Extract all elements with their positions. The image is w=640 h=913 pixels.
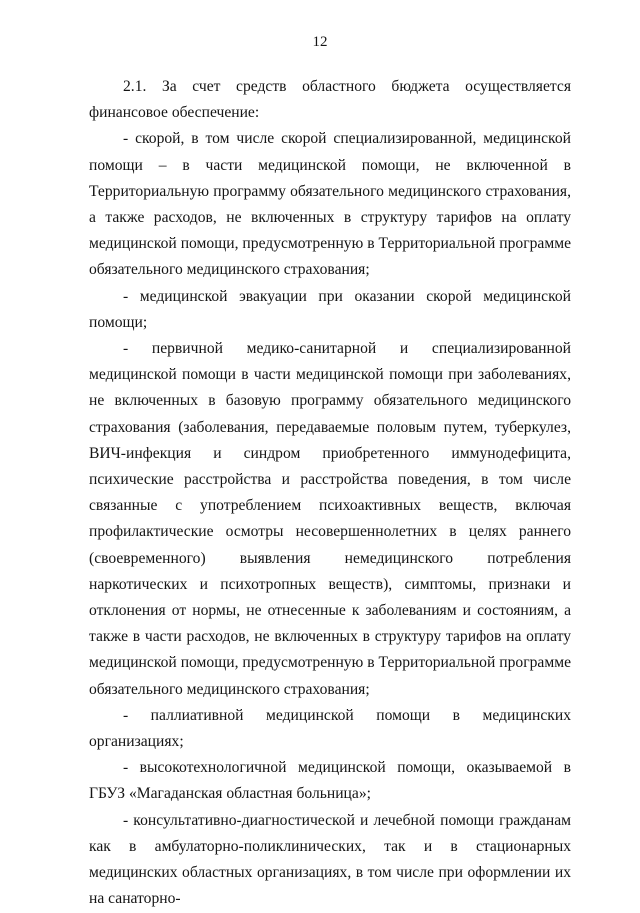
paragraph-emergency-care: - скорой, в том числе скорой специализированной, медицинской помощи – в части медицинской помощи, не включенной в Территориальную программу обязательного медицинского страхования, а также расходов, не включенных в структуру тарифов на оплату медицинской помощи, предусмотренную в Территориальной программе обязательного медицинского страхования; xyxy=(89,130,571,279)
paragraph-section-2-1: 2.1. За счет средств областного бюджета осуществляется финансовое обеспечение: xyxy=(89,78,571,122)
paragraph-high-tech-care: - высокотехнологичной медицинской помощи, оказываемой в ГБУЗ «Магаданская областная больница»; xyxy=(89,759,571,803)
paragraph-consultative-care: - консультативно-диагностической и лечебной помощи гражданам как в амбулаторно-поликлинических, так и в стационарных медицинских областных организациях, в том числе при оформлении их на санаторно- xyxy=(89,811,571,908)
document-body xyxy=(89,74,571,913)
paragraph-palliative-care: - паллиативной медицинской помощи в медицинских организациях; xyxy=(89,706,571,751)
paragraph-medical-evacuation: - медицинской эвакуации при оказании скорой медицинской помощи; xyxy=(89,287,571,331)
page-number: 12 xyxy=(312,34,328,50)
paragraph-primary-specialized-care: - первичной медико-санитарной и специализированной медицинской помощи в части медицинской помощи при заболеваниях, не включенных в базовую программу обязательного медицинского страхования (заболевания, передаваемые половым путем, туберкулез, ВИЧ-инфекция и синдром приобретенного иммунодефицита, психические расстройства и расстройства поведения, в том числе связанные с употреблением психоактивных веществ, включая профилактические осмотры несовершеннолетних в целях раннего (своевременного) выявления немедицинского потребления наркотических и психотропных веществ), симптомы, признаки и отклонения от нормы, не отнесенные к заболеваниям и состояниям, а также в части расходов, не включенных в структуру тарифов на оплату медицинской помощи, предусмотренную в Территориальной программе обязательного медицинского страхования; xyxy=(89,340,571,698)
